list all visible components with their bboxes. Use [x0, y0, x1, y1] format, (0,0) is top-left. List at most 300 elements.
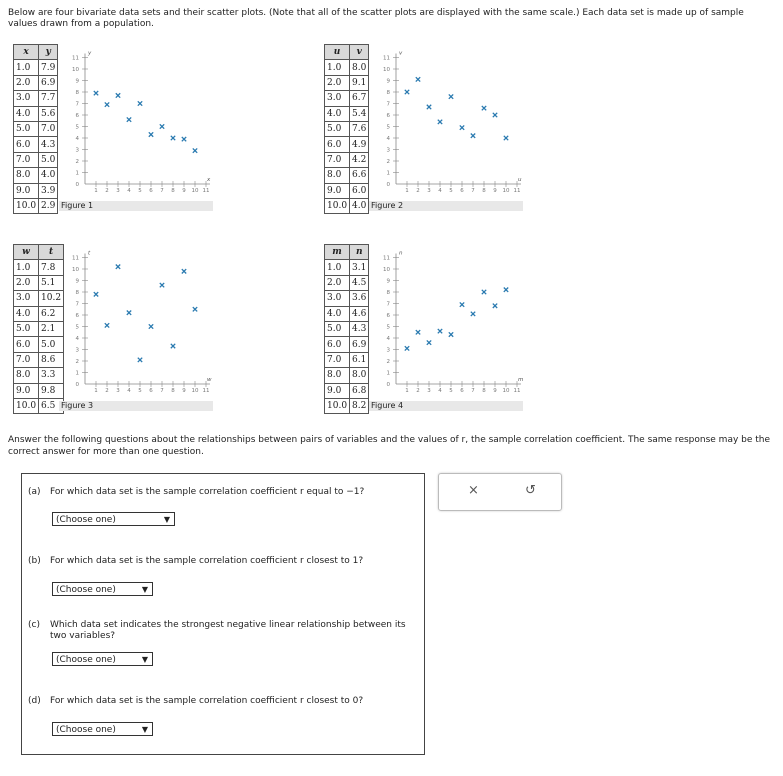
table-row: [325, 152, 369, 167]
scatter-plot: [374, 46, 524, 196]
data-point: [438, 120, 442, 124]
scatter-plot: [374, 246, 524, 396]
data-table: [324, 44, 369, 214]
data-point: [438, 329, 442, 333]
data-point: [460, 125, 464, 129]
y-value-cell: 6.6: [350, 168, 369, 183]
figure-caption: Figure 1: [59, 201, 213, 211]
x-tick-label: 11: [513, 188, 521, 194]
x-tick-label: 3: [116, 388, 120, 394]
x-axis-label: u: [518, 177, 522, 183]
data-point: [449, 94, 453, 98]
answer-intro-text: Answer the following questions about the relationships between pairs of variables and the values of r, the sample correlation coefficient. The same response may be the correct answer for more than one question.: [8, 435, 771, 457]
table-row: [14, 75, 58, 90]
data-point: [471, 312, 475, 316]
table-row: [14, 91, 58, 106]
data-point: [193, 148, 197, 152]
question-c: [28, 620, 418, 642]
x-value-cell: 4.0: [14, 306, 39, 321]
x-tick-label: 7: [471, 388, 475, 394]
select-value: (Choose one): [56, 585, 116, 595]
x-tick-label: 11: [202, 388, 210, 394]
y-value-cell: 4.6: [350, 306, 369, 321]
y-tick-label: 10: [72, 67, 79, 73]
table-row: [325, 168, 369, 183]
x-value-cell: 3.0: [325, 291, 350, 306]
y-tick-label: 9: [386, 278, 390, 285]
data-point: [160, 124, 164, 128]
y-value-cell: 8.0: [350, 60, 369, 75]
y-value-cell: 6.2: [39, 306, 64, 321]
x-value-cell: 8.0: [325, 168, 350, 183]
y-tick-label: 11: [383, 55, 390, 62]
figure-caption: Figure 3: [59, 401, 213, 411]
data-point: [416, 77, 420, 81]
y-tick-label: 1: [386, 170, 390, 177]
data-point: [149, 324, 153, 328]
data-point: [127, 311, 131, 315]
y-tick-label: 2: [75, 359, 79, 365]
x-value-cell: 4.0: [14, 106, 39, 121]
x-tick-label: 3: [427, 388, 431, 394]
y-value-cell: 10.2: [39, 291, 64, 306]
y-value-cell: 5.1: [39, 275, 64, 290]
data-point: [493, 113, 497, 117]
data-point: [94, 292, 98, 296]
table-row: [325, 198, 369, 213]
y-tick-label: 6: [75, 313, 79, 319]
y-tick-label: 8: [386, 90, 390, 96]
y-tick-label: 7: [386, 101, 390, 108]
close-icon[interactable]: ×: [468, 483, 479, 498]
data-point: [138, 358, 142, 362]
y-tick-label: 3: [386, 347, 390, 354]
x-value-cell: 3.0: [325, 91, 350, 106]
x-tick-label: 6: [460, 188, 464, 194]
question-text: For which data set is the sample correlation coefficient r equal to −1?: [50, 487, 365, 497]
undo-icon[interactable]: ↺: [525, 483, 536, 498]
y-value-cell: 3.6: [350, 291, 369, 306]
question-text: For which data set is the sample correlation coefficient r closest to 1?: [50, 556, 364, 566]
y-value-cell: 9.8: [39, 383, 64, 398]
x-tick-label: 10: [191, 188, 199, 194]
question-d: [28, 696, 363, 707]
x-tick-label: 8: [171, 188, 175, 194]
y-tick-label: 2: [75, 159, 79, 165]
dropdown-arrow-icon: ▼: [141, 655, 148, 664]
x-value-cell: 6.0: [325, 137, 350, 152]
select-value: (Choose one): [56, 515, 116, 525]
x-tick-label: 10: [502, 388, 510, 394]
x-value-cell: 5.0: [14, 121, 39, 136]
y-value-cell: 5.0: [39, 152, 58, 167]
answer-select-d[interactable]: [52, 722, 153, 736]
y-tick-label: 9: [75, 278, 79, 285]
x-value-cell: 6.0: [14, 137, 39, 152]
x-value-cell: 10.0: [14, 198, 39, 213]
table-row: [325, 75, 369, 90]
origin-label: 0: [75, 382, 79, 388]
y-tick-label: 2: [386, 359, 390, 365]
table-row: [14, 337, 64, 352]
x-value-cell: 1.0: [325, 260, 350, 275]
table-row: [325, 383, 369, 398]
table-row: [14, 275, 64, 290]
x-tick-label: 4: [127, 388, 131, 394]
x-tick-label: 1: [405, 188, 409, 194]
question-label: (d): [28, 696, 41, 706]
table-row: [14, 121, 58, 136]
questions-panel: [21, 473, 425, 755]
data-point: [482, 106, 486, 110]
figure-caption: Figure 4: [369, 401, 523, 411]
y-value-cell: 8.0: [350, 368, 369, 383]
y-axis-label: n: [399, 250, 403, 257]
intro-text: Below are four bivariate data sets and their scatter plots. (Note that all of the scatter plots are displayed with the same scale.) Each data set is made up of sample values drawn from a population.: [8, 8, 744, 29]
x-tick-label: 9: [182, 388, 186, 394]
table-row: [325, 337, 369, 352]
data-point: [116, 93, 120, 97]
table-row: [325, 91, 369, 106]
x-tick-label: 5: [449, 188, 453, 194]
x-value-cell: 1.0: [14, 60, 39, 75]
data-point: [105, 323, 109, 327]
y-tick-label: 11: [72, 255, 79, 262]
data-point: [138, 101, 142, 105]
data-point: [504, 136, 508, 140]
y-tick-label: 1: [386, 370, 390, 377]
y-value-cell: 7.8: [39, 260, 64, 275]
x-value-cell: 4.0: [325, 106, 350, 121]
data-point: [482, 290, 486, 294]
y-tick-label: 6: [75, 113, 79, 119]
table-row: [325, 183, 369, 198]
x-tick-label: 6: [149, 188, 153, 194]
x-value-cell: 9.0: [14, 183, 39, 198]
x-axis-label: m: [518, 377, 524, 383]
data-point: [171, 344, 175, 348]
data-point: [471, 134, 475, 138]
data-point: [127, 117, 131, 121]
x-tick-label: 8: [171, 388, 175, 394]
table-row: [14, 60, 58, 75]
table-row: [325, 352, 369, 367]
x-tick-label: 8: [482, 188, 486, 194]
x-tick-label: 7: [471, 188, 475, 194]
data-point: [504, 288, 508, 292]
y-tick-label: 7: [386, 301, 390, 308]
y-value-cell: 5.6: [39, 106, 58, 121]
y-tick-label: 7: [75, 101, 79, 108]
x-tick-label: 5: [138, 188, 142, 194]
y-tick-label: 1: [75, 370, 79, 377]
x-tick-label: 9: [182, 188, 186, 194]
x-tick-label: 9: [493, 388, 497, 394]
y-tick-label: 3: [75, 347, 79, 354]
y-value-cell: 4.2: [350, 152, 369, 167]
y-tick-label: 8: [75, 90, 79, 96]
data-point: [405, 90, 409, 94]
y-tick-label: 1: [75, 170, 79, 177]
y-value-cell: 2.9: [39, 198, 58, 213]
select-value: (Choose one): [56, 725, 116, 735]
x-tick-label: 2: [416, 388, 420, 394]
y-value-cell: 6.7: [350, 91, 369, 106]
data-point: [427, 105, 431, 109]
data-table: [13, 244, 64, 414]
y-value-cell: 9.1: [350, 75, 369, 90]
x-value-cell: 6.0: [14, 337, 39, 352]
question-text: Which data set indicates the strongest negative linear relationship between its two variables?: [50, 620, 406, 641]
y-axis-label: t: [88, 250, 91, 257]
answer-tools: [438, 473, 562, 511]
x-axis-label: x: [207, 177, 211, 183]
question-label: (b): [28, 556, 41, 566]
x-tick-label: 1: [405, 388, 409, 394]
x-tick-label: 8: [482, 388, 486, 394]
dropdown-arrow-icon: ▼: [141, 725, 148, 734]
x-value-cell: 7.0: [14, 352, 39, 367]
y-tick-label: 5: [386, 324, 390, 331]
data-point: [171, 136, 175, 140]
y-tick-label: 10: [383, 67, 390, 73]
table-row: [14, 183, 58, 198]
dropdown-arrow-icon: ▼: [141, 585, 148, 594]
y-tick-label: 6: [386, 313, 390, 319]
column-header: m: [325, 245, 350, 260]
y-value-cell: 7.6: [350, 121, 369, 136]
table-row: [325, 260, 369, 275]
x-value-cell: 5.0: [325, 321, 350, 336]
dropdown-arrow-icon: ▼: [163, 515, 170, 524]
y-tick-label: 5: [75, 324, 79, 331]
table-row: [14, 260, 64, 275]
x-tick-label: 10: [502, 188, 510, 194]
question-label: (c): [28, 620, 40, 630]
y-tick-label: 8: [75, 290, 79, 296]
x-tick-label: 2: [105, 188, 109, 194]
y-value-cell: 6.1: [350, 352, 369, 367]
y-value-cell: 3.3: [39, 368, 64, 383]
y-tick-label: 5: [75, 124, 79, 131]
table-row: [14, 383, 64, 398]
y-tick-label: 4: [75, 336, 79, 342]
figure-caption: Figure 2: [369, 201, 523, 211]
x-value-cell: 1.0: [14, 260, 39, 275]
x-value-cell: 7.0: [325, 352, 350, 367]
x-value-cell: 2.0: [325, 75, 350, 90]
column-header: v: [350, 45, 369, 60]
x-value-cell: 10.0: [325, 198, 350, 213]
x-value-cell: 3.0: [14, 291, 39, 306]
y-value-cell: 6.5: [39, 398, 64, 413]
x-tick-label: 5: [138, 388, 142, 394]
x-tick-label: 1: [94, 188, 98, 194]
table-row: [14, 306, 64, 321]
data-table: [324, 244, 369, 414]
y-tick-label: 9: [75, 78, 79, 85]
y-tick-label: 10: [72, 267, 79, 273]
table-row: [14, 168, 58, 183]
x-tick-label: 2: [105, 388, 109, 394]
table-row: [14, 321, 64, 336]
table-row: [325, 137, 369, 152]
origin-label: 0: [386, 182, 390, 188]
y-value-cell: 4.3: [39, 137, 58, 152]
origin-label: 0: [386, 382, 390, 388]
y-tick-label: 3: [386, 147, 390, 154]
scatter-plot: [63, 46, 213, 196]
y-value-cell: 5.0: [39, 337, 64, 352]
column-header: w: [14, 245, 39, 260]
y-value-cell: 4.5: [350, 275, 369, 290]
y-value-cell: 4.0: [350, 198, 369, 213]
x-value-cell: 9.0: [325, 183, 350, 198]
y-value-cell: 4.9: [350, 137, 369, 152]
table-row: [14, 137, 58, 152]
y-value-cell: 5.4: [350, 106, 369, 121]
x-value-cell: 5.0: [325, 121, 350, 136]
x-value-cell: 2.0: [14, 275, 39, 290]
x-tick-label: 2: [416, 188, 420, 194]
data-point: [105, 102, 109, 106]
column-header: t: [39, 245, 64, 260]
table-row: [325, 106, 369, 121]
answer-select-c[interactable]: [52, 652, 153, 666]
table-row: [325, 60, 369, 75]
origin-label: 0: [75, 182, 79, 188]
y-value-cell: 3.1: [350, 260, 369, 275]
y-tick-label: 4: [386, 336, 390, 342]
x-tick-label: 7: [160, 388, 164, 394]
x-tick-label: 7: [160, 188, 164, 194]
x-value-cell: 10.0: [14, 398, 39, 413]
y-tick-label: 10: [383, 267, 390, 273]
data-point: [427, 340, 431, 344]
x-tick-label: 5: [449, 388, 453, 394]
y-axis-label: y: [88, 50, 92, 57]
x-tick-label: 11: [202, 188, 210, 194]
column-header: y: [39, 45, 58, 60]
y-tick-label: 5: [386, 124, 390, 131]
data-point: [182, 269, 186, 273]
question-b: [28, 556, 363, 567]
column-header: x: [14, 45, 39, 60]
table-row: [14, 198, 58, 213]
table-row: [14, 106, 58, 121]
scatter-plot: [63, 246, 213, 396]
table-row: [325, 368, 369, 383]
y-tick-label: 4: [75, 136, 79, 142]
x-value-cell: 5.0: [14, 321, 39, 336]
table-row: [14, 352, 64, 367]
y-axis-label: v: [399, 50, 403, 57]
data-point: [405, 346, 409, 350]
data-point: [193, 307, 197, 311]
column-header: u: [325, 45, 350, 60]
question-label: (a): [28, 487, 41, 497]
column-header: n: [350, 245, 369, 260]
x-value-cell: 2.0: [325, 275, 350, 290]
x-tick-label: 10: [191, 388, 199, 394]
x-value-cell: 2.0: [14, 75, 39, 90]
question-text: For which data set is the sample correlation coefficient r closest to 0?: [50, 696, 364, 706]
data-point: [149, 132, 153, 136]
table-row: [325, 306, 369, 321]
y-value-cell: 4.3: [350, 321, 369, 336]
x-value-cell: 3.0: [14, 91, 39, 106]
y-value-cell: 2.1: [39, 321, 64, 336]
y-value-cell: 3.9: [39, 183, 58, 198]
y-value-cell: 7.9: [39, 60, 58, 75]
x-value-cell: 8.0: [14, 368, 39, 383]
table-row: [14, 398, 64, 413]
y-tick-label: 8: [386, 290, 390, 296]
y-value-cell: 8.2: [350, 398, 369, 413]
x-tick-label: 11: [513, 388, 521, 394]
data-table: [13, 44, 58, 214]
x-axis-label: w: [207, 377, 212, 383]
y-value-cell: 8.6: [39, 352, 64, 367]
x-value-cell: 7.0: [325, 152, 350, 167]
y-value-cell: 6.9: [350, 337, 369, 352]
y-value-cell: 6.0: [350, 183, 369, 198]
y-value-cell: 7.7: [39, 91, 58, 106]
table-row: [325, 398, 369, 413]
table-row: [325, 321, 369, 336]
x-tick-label: 4: [438, 188, 442, 194]
x-tick-label: 3: [116, 188, 120, 194]
data-point: [416, 330, 420, 334]
x-tick-label: 6: [149, 388, 153, 394]
x-value-cell: 4.0: [325, 306, 350, 321]
data-point: [116, 265, 120, 269]
data-point: [449, 332, 453, 336]
y-value-cell: 7.0: [39, 121, 58, 136]
y-tick-label: 9: [386, 78, 390, 85]
table-row: [325, 121, 369, 136]
data-point: [94, 91, 98, 95]
answer-select-a[interactable]: [52, 512, 175, 526]
y-tick-label: 3: [75, 147, 79, 154]
x-tick-label: 4: [438, 388, 442, 394]
x-tick-label: 4: [127, 188, 131, 194]
x-value-cell: 8.0: [325, 368, 350, 383]
select-value: (Choose one): [56, 655, 116, 665]
y-tick-label: 11: [72, 55, 79, 62]
x-value-cell: 6.0: [325, 337, 350, 352]
x-tick-label: 3: [427, 188, 431, 194]
data-point: [493, 304, 497, 308]
x-value-cell: 9.0: [14, 383, 39, 398]
x-value-cell: 10.0: [325, 398, 350, 413]
data-point: [160, 283, 164, 287]
question-a: [28, 487, 364, 498]
y-value-cell: 4.0: [39, 168, 58, 183]
x-tick-label: 1: [94, 388, 98, 394]
y-tick-label: 11: [383, 255, 390, 262]
answer-select-b[interactable]: [52, 582, 153, 596]
data-point: [182, 137, 186, 141]
y-value-cell: 6.9: [39, 75, 58, 90]
x-value-cell: 9.0: [325, 383, 350, 398]
table-row: [14, 152, 58, 167]
x-tick-label: 9: [493, 188, 497, 194]
table-row: [14, 368, 64, 383]
x-value-cell: 8.0: [14, 168, 39, 183]
x-value-cell: 1.0: [325, 60, 350, 75]
y-tick-label: 6: [386, 113, 390, 119]
